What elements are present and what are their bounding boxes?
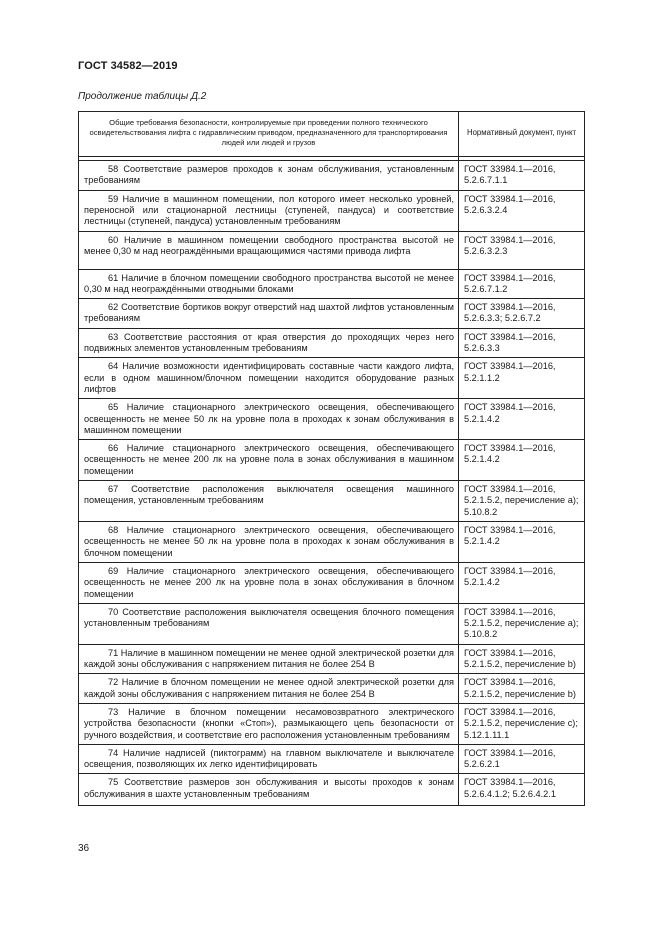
table-row [79, 674, 585, 704]
table-row [79, 358, 585, 399]
requirement-cell: 62 Соответствие бортиков вокруг отверстий над шахтой лифтов установленным требованиям [79, 299, 459, 329]
requirement-cell: 68 Наличие стационарного электрического освещения, обеспечивающего освещенность не менее 50 лк на уровне пола в проходах к зонам обслуживания в блочном помещении [79, 522, 459, 563]
table-row [79, 603, 585, 644]
requirement-cell: 65 Наличие стационарного электрического освещения, обеспечивающего освещенность не менее 50 лк на уровне пола в проходах к зонам обслуживания в машинном помещении [79, 399, 459, 440]
requirement-cell: 59 Наличие в машинном помещении, пол которого имеет несколько уровней, переносной или стационарной лестницы (ступеней, пандуса) и соответствие лестницы (ступеней, пандуса) установленным требованиям [79, 190, 459, 231]
table-row [79, 190, 585, 231]
normative-document-cell: ГОСТ 33984.1—2016, 5.2.1.5.2, перечисление a); 5.10.8.2 [459, 481, 585, 522]
normative-document-cell: ГОСТ 33984.1—2016, 5.2.6.7.1.1 [459, 161, 585, 191]
table-row [79, 328, 585, 358]
requirement-cell: 67 Соответствие расположения выключателя освещения машинного помещения, установленным требованиям [79, 481, 459, 522]
table-continuation-caption: Продолжение таблицы Д.2 [78, 91, 207, 102]
normative-document-cell: ГОСТ 33984.1—2016, 5.2.1.5.2, перечисление c); 5.12.1.11.1 [459, 703, 585, 744]
table-row [79, 269, 585, 299]
table-row [79, 774, 585, 806]
table-header-row [79, 112, 585, 157]
normative-document-cell: ГОСТ 33984.1—2016, 5.2.1.5.2, перечисление b) [459, 644, 585, 674]
normative-document-cell: ГОСТ 33984.1—2016, 5.2.6.7.1.2 [459, 269, 585, 299]
table-row [79, 562, 585, 603]
table-row [79, 231, 585, 269]
requirement-cell: 63 Соответствие расстояния от края отверстия до проходящих через него подвижных элементов установленным требованиям [79, 328, 459, 358]
normative-document-cell: ГОСТ 33984.1—2016, 5.2.6.2.1 [459, 744, 585, 774]
normative-document-cell: ГОСТ 33984.1—2016, 5.2.1.5.2, перечисление a); 5.10.8.2 [459, 603, 585, 644]
normative-document-cell: ГОСТ 33984.1—2016, 5.2.1.1.2 [459, 358, 585, 399]
table-row [79, 440, 585, 481]
standard-title: ГОСТ 34582—2019 [78, 60, 178, 72]
normative-document-cell: ГОСТ 33984.1—2016, 5.2.1.4.2 [459, 562, 585, 603]
requirement-cell: 70 Соответствие расположения выключателя освещения блочного помещения установленным требованиям [79, 603, 459, 644]
requirement-cell: 75 Соответствие размеров зон обслуживания и высоты проходов к зонам обслуживания в шахте установленным требованиям [79, 774, 459, 806]
requirement-cell: 58 Соответствие размеров проходов к зонам обслуживания, установленным требованиям [79, 161, 459, 191]
table-row [79, 703, 585, 744]
requirement-cell: 71 Наличие в машинном помещении не менее одной электрической розетки для каждой зоны обслуживания с напряжением питания не более 254 В [79, 644, 459, 674]
requirements-table [78, 111, 585, 806]
table-row [79, 399, 585, 440]
requirement-cell: 64 Наличие возможности идентифицировать составные части каждого лифта, если в одном машинном/блочном помещении находится оборудование разных лифтов [79, 358, 459, 399]
table-row [79, 644, 585, 674]
requirement-cell: 61 Наличие в блочном помещении свободного пространства высотой не менее 0,30 м над неограждёнными отводными блоками [79, 269, 459, 299]
table-row [79, 744, 585, 774]
requirement-cell: 74 Наличие надписей (пиктограмм) на главном выключателе и выключателе освещения, позволяющих их легко идентифицировать [79, 744, 459, 774]
header-requirements: Общие требования безопасности, контролируемые при проведении полного технического освидетельствования лифта с гидравлическим приводом, предназначенного для транспортирования людей или людей и грузов [79, 112, 459, 157]
normative-document-cell: ГОСТ 33984.1—2016, 5.2.6.3.2.4 [459, 190, 585, 231]
normative-document-cell: ГОСТ 33984.1—2016, 5.2.6.3.3; 5.2.6.7.2 [459, 299, 585, 329]
normative-document-cell: ГОСТ 33984.1—2016, 5.2.6.3.3 [459, 328, 585, 358]
normative-document-cell: ГОСТ 33984.1—2016, 5.2.6.4.1.2; 5.2.6.4.2.1 [459, 774, 585, 806]
normative-document-cell: ГОСТ 33984.1—2016, 5.2.1.4.2 [459, 440, 585, 481]
requirement-cell: 72 Наличие в блочном помещении не менее одной электрической розетки для каждой зоны обслуживания с напряжением питания не более 254 В [79, 674, 459, 704]
requirement-cell: 73 Наличие в блочном помещении несамовозвратного электрического устройства безопасности (кнопки «Стоп»), размыкающего цепь безопасности от ручного воздействия, и соответствие его расположения установленным требованиям [79, 703, 459, 744]
page-number: 36 [78, 843, 90, 854]
requirement-cell: 60 Наличие в машинном помещении свободного пространства высотой не менее 0,30 м над неограждёнными вращающимися частями привода лифта [79, 231, 459, 269]
normative-document-cell: ГОСТ 33984.1—2016, 5.2.1.4.2 [459, 522, 585, 563]
table-row [79, 522, 585, 563]
table-row [79, 481, 585, 522]
normative-document-cell: ГОСТ 33984.1—2016, 5.2.6.3.2.3 [459, 231, 585, 269]
requirement-cell: 69 Наличие стационарного электрического освещения, обеспечивающего освещенность не менее 200 лк на уровне пола в зонах обслуживания в блочном помещении [79, 562, 459, 603]
normative-document-cell: ГОСТ 33984.1—2016, 5.2.1.4.2 [459, 399, 585, 440]
table-row [79, 299, 585, 329]
normative-document-cell: ГОСТ 33984.1—2016, 5.2.1.5.2, перечисление b) [459, 674, 585, 704]
table-row [79, 161, 585, 191]
requirement-cell: 66 Наличие стационарного электрического освещения, обеспечивающего освещенность не менее 200 лк на уровне пола в зонах обслуживания в машинном помещении [79, 440, 459, 481]
header-normative-document: Нормативный документ, пункт [459, 112, 585, 157]
